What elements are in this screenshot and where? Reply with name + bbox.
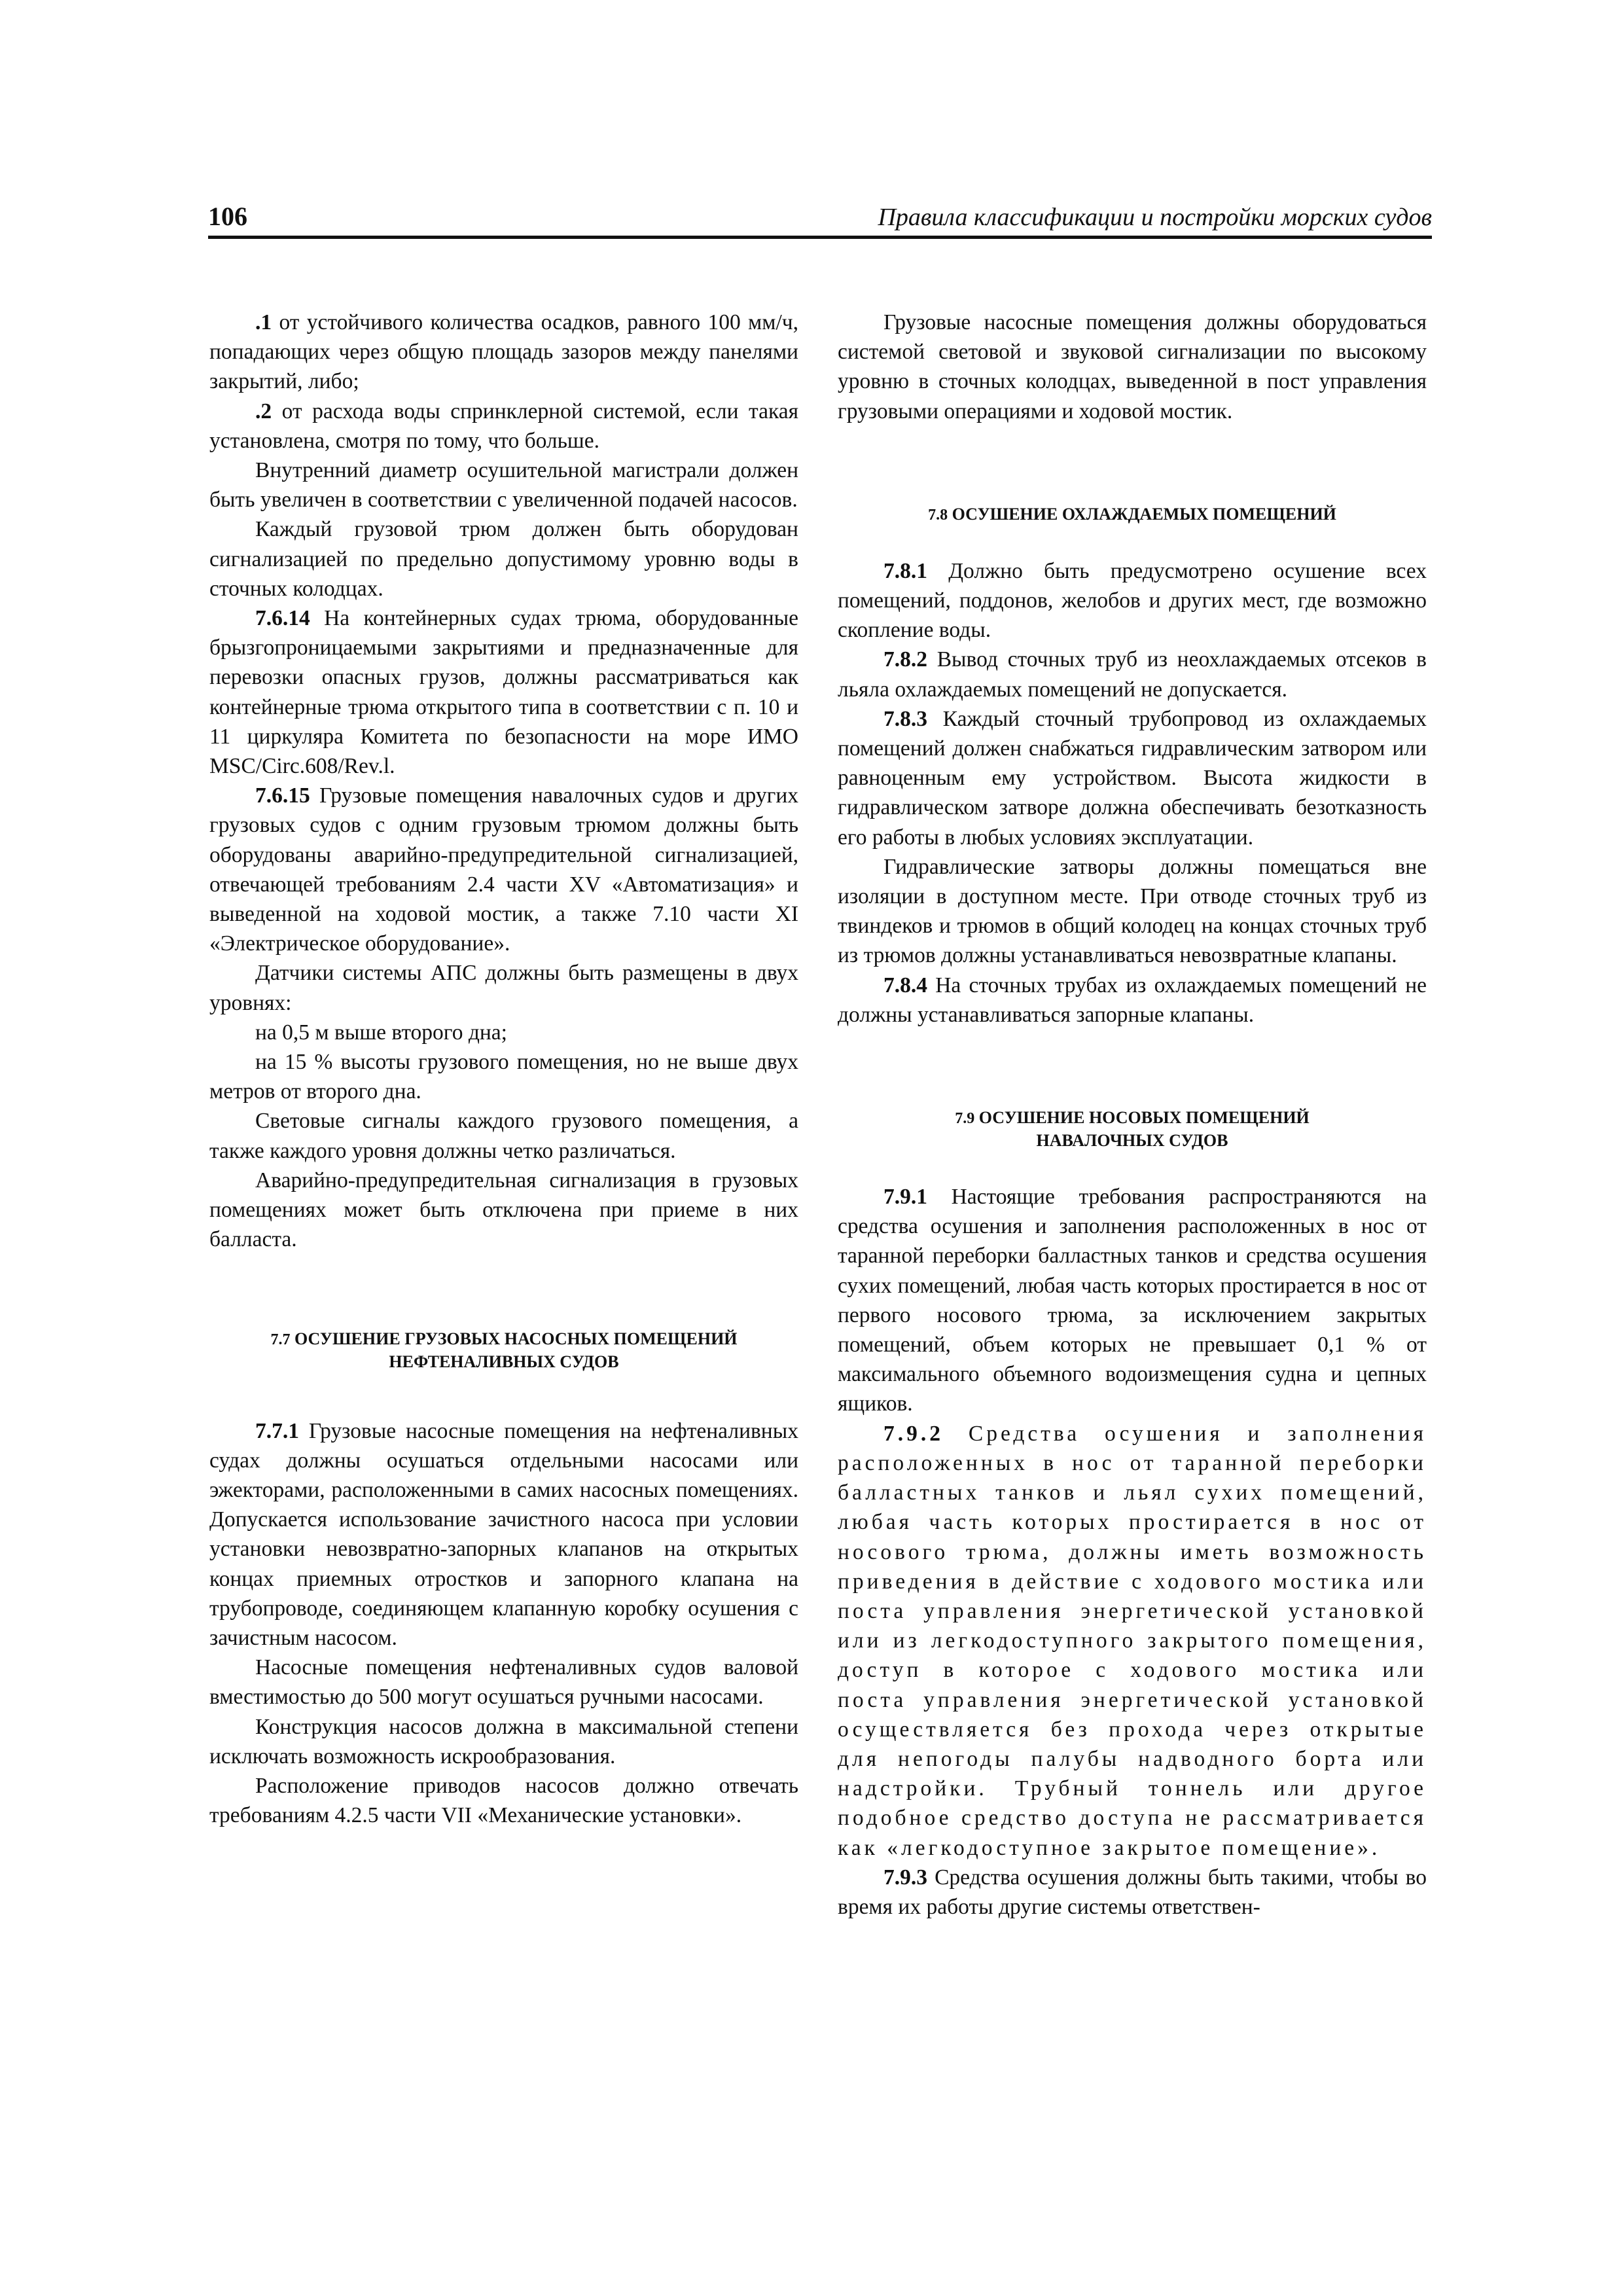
paragraph-7-8-3: 7.8.3 Каждый сточный трубопровод из охлаждаемых помещений должен снабжаться гидравлическим затвором или равноценным ему устройством. Высота жидкости в гидравлическом затворе должна обеспечивать безотказность его работы в любых условиях эксплуатации.: [838, 706, 1427, 850]
paragraph: Гидравлические затворы должны помещаться вне изоляции в доступном месте. При отводе сточных труб из твиндеков и трюмов в общий колодец на концах сточных труб из трюмов должны устанавливаться невозвратные клапаны.: [838, 854, 1427, 968]
paragraph-7-9-3: 7.9.3 Средства осушения должны быть такими, чтобы во время их работы другие системы ответствен-: [838, 1865, 1427, 1919]
paragraph: на 0,5 м выше второго дна;: [255, 1020, 507, 1045]
paragraph: Насосные помещения нефтеналивных судов валовой вместимостью до 500 могут осушаться ручными насосами.: [209, 1655, 798, 1710]
paragraph-7-7-1: 7.7.1 Грузовые насосные помещения на нефтеналивных судах должны осушаться отдельными насосами или эжекторами, расположенными в самих насосных помещениях. Допускается использование зачистного насоса при условии установки невозвратно-запорных клапанов на открытых концах приемных отростков и запорного клапана на трубопроводе, соединяющем клапанную коробку осушения с зачистным насосом.: [209, 1418, 798, 1650]
paragraph: Датчики системы АПС должны быть размещены в двух уровнях:: [209, 961, 798, 1015]
paragraph: Расположение приводов насосов должно отвечать требованиям 4.2.5 части VII «Механические установки».: [209, 1773, 798, 1828]
paragraph: Каждый грузовой трюм должен быть оборудован сигнализацией по предельно допустимому уровню воды в сточных колодцах.: [209, 517, 798, 601]
paragraph: на 15 % высоты грузового помещения, но не выше двух метров от второго дна.: [209, 1050, 798, 1104]
right-column: [838, 308, 1427, 1922]
paragraph-7-9-1: 7.9.1 Настоящие требования распространяются на средства осушения и заполнения расположенных в нос от таранной переборки балластных танков и средства осушения сухих помещений, любая часть которых простирается в нос от первого носового трюма, за исключением закрытых помещений, объем которых не превышает 0,1 % от максимального объемного водоизмещения судна и цепных ящиков.: [838, 1185, 1427, 1416]
paragraph: Конструкция насосов должна в максимальной степени исключать возможность искрообразования.: [209, 1714, 798, 1768]
paragraph-7-8-4: 7.8.4 На сточных трубах из охлаждаемых помещений не должны устанавливаться запорные клапаны.: [838, 973, 1427, 1027]
section-heading-7-7: 7.7 ОСУШЕНИЕ ГРУЗОВЫХ НАСОСНЫХ ПОМЕЩЕНИЙ НЕФТЕНАЛИВНЫХ СУДОВ: [270, 1329, 738, 1371]
running-title: Правила классификации и постройки морских судов: [878, 204, 1432, 231]
paragraph: Аварийно-предупредительная сигнализация в грузовых помещениях может быть отключена при приеме в них балласта.: [209, 1168, 798, 1252]
paragraph-7-6-14: 7.6.14 На контейнерных судах трюма, оборудованные брызгопроницаемыми закрытиями и предназначенные для перевозки опасных грузов, должны рассматриваться как контейнерные трюма открытого типа в соответствии с п. 10 и 11 циркуляра Комитета по безопасности на море ИМО MSC/Circ.608/Rev.l.: [209, 606, 798, 779]
section-heading-7-8: 7.8 ОСУШЕНИЕ ОХЛАЖДАЕМЫХ ПОМЕЩЕНИЙ: [928, 504, 1336, 524]
paragraph: Грузовые насосные помещения должны оборудоваться системой световой и звуковой сигнализации по высокому уровню в сточных колодцах, выведенной в пост управления грузовыми операциями и ходовой мостик.: [838, 310, 1427, 423]
paragraph-7-8-1: 7.8.1 Должно быть предусмотрено осушение всех помещений, поддонов, желобов и других мест, где возможно скопление воды.: [838, 558, 1427, 643]
paragraph: .1 от устойчивого количества осадков, равного 100 мм/ч, попадающих через общую площадь зазоров между панелями закрытий, либо;: [209, 310, 798, 394]
paragraph-7-9-2: 7.9.2 Средства осушения и заполнения расположенных в нос от таранной переборки балластных танков и льял сухих помещений, любая часть которых простирается в нос от носового трюма, должны иметь возможность приведения в действие с ходового мостика или поста управления энергетической установкой или из легкодоступного закрытого помещения, доступ в которое с ходового мостика или поста управления энергетической установкой осуществляется без прохода через открытые для непогоды палубы надводного борта или надстройки. Трубный тоннель или другое подобное средство доступа не рассматривается как «легкодоступное закрытое помещение».: [838, 1421, 1427, 1860]
page-header: [208, 196, 1432, 239]
paragraph-7-6-15: 7.6.15 Грузовые помещения навалочных судов и других грузовых судов с одним грузовым трюмом должны быть оборудованы аварийно-предупредительной сигнализацией, отвечающей требованиям 2.4 части XV «Автоматизация» и выведенной на ходовой мостик, а также 7.10 части XI «Электрическое оборудование».: [209, 783, 798, 956]
paragraph-7-8-2: 7.8.2 Вывод сточных труб из неохлаждаемых отсеков в льяла охлаждаемых помещений не допускается.: [838, 647, 1427, 702]
paragraph: .2 от расхода воды спринклерной системой, если такая установлена, смотря по тому, что больше.: [209, 399, 798, 453]
paragraph: Внутренний диаметр осушительной магистрали должен быть увеличен в соответствии с увеличенной подачей насосов.: [209, 458, 798, 512]
left-column: [209, 308, 798, 1830]
page-number: 106: [208, 202, 247, 231]
paragraph: Световые сигналы каждого грузового помещения, а также каждого уровня должны четко различаться.: [209, 1109, 798, 1163]
section-heading-7-9: 7.9 ОСУШЕНИЕ НОСОВЫХ ПОМЕЩЕНИЙ НАВАЛОЧНЫХ СУДОВ: [955, 1108, 1310, 1151]
